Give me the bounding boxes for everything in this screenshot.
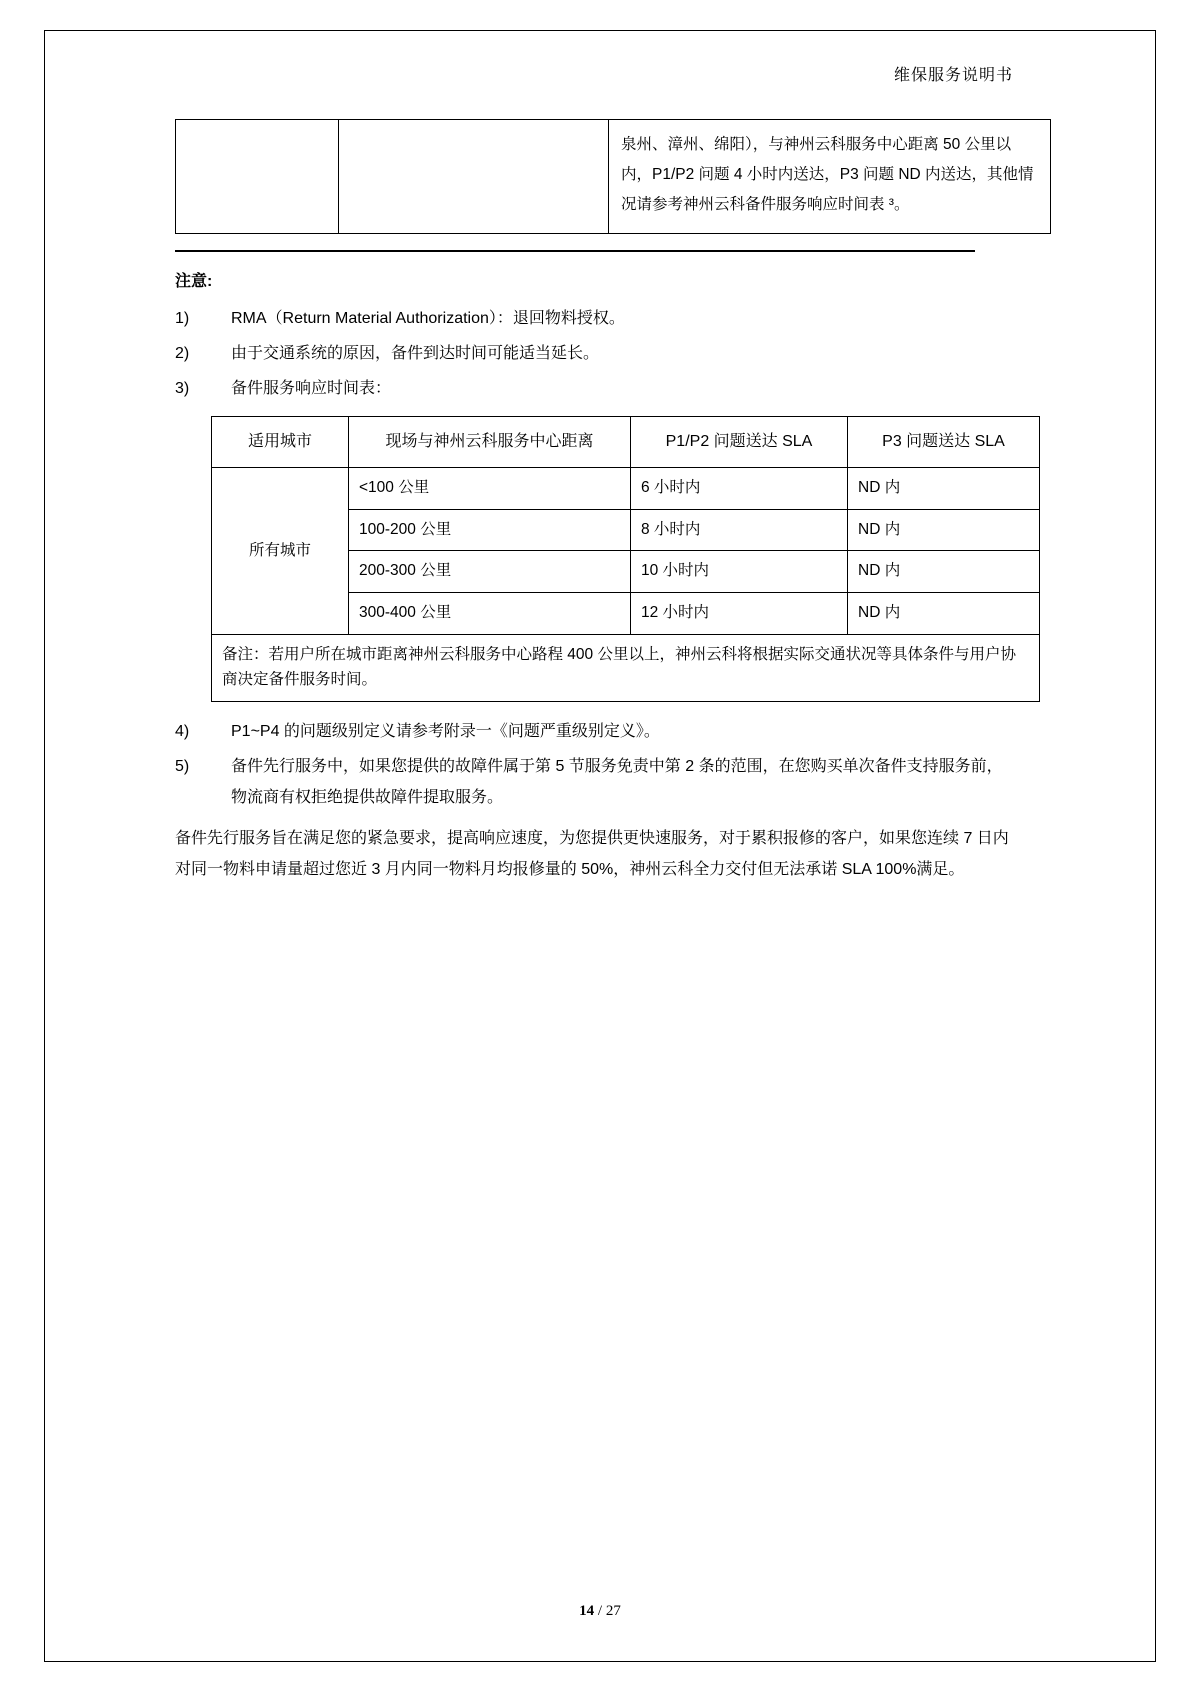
cell-p3: ND 内 <box>848 593 1040 635</box>
list-item <box>175 373 1015 404</box>
table-cell-col1 <box>176 120 339 234</box>
table-row <box>176 120 1051 234</box>
list-item-text: 备件先行服务中，如果您提供的故障件属于第 5 节服务免责中第 2 条的范围，在您购买单次备件支持服务前，物流商有权拒绝提供故障件提取服务。 <box>231 757 1003 806</box>
cell-p3: ND 内 <box>848 467 1040 509</box>
list-item-number: 1) <box>175 309 190 327</box>
table-row <box>212 467 1040 509</box>
column-header-distance: 现场与神州云科服务中心距离 <box>349 417 631 468</box>
page-footer <box>0 1603 1200 1620</box>
cell-distance: 300-400 公里 <box>349 593 631 635</box>
table-cell-col2 <box>339 120 609 234</box>
cell-distance: 200-300 公里 <box>349 551 631 593</box>
section-divider <box>175 250 975 252</box>
cell-distance: 100-200 公里 <box>349 509 631 551</box>
cell-remark: 备注：若用户所在城市距离神州云科服务中心路程 400 公里以上，神州云科将根据实际交通状况等具体条件与用户协商决定备件服务时间。 <box>212 635 1040 702</box>
column-header-city: 适用城市 <box>212 417 349 468</box>
list-item <box>175 303 1015 334</box>
column-header-p3-sla: P3 问题送达 SLA <box>848 417 1040 468</box>
cell-p3: ND 内 <box>848 509 1040 551</box>
cell-p12: 8 小时内 <box>631 509 848 551</box>
table-header-row <box>212 417 1040 468</box>
list-item <box>175 716 1015 747</box>
notice-list-continued <box>175 716 1015 814</box>
column-header-p12-sla: P1/P2 问题送达 SLA <box>631 417 848 468</box>
cell-city: 所有城市 <box>212 467 349 634</box>
footer-page-number: 14 <box>579 1603 595 1619</box>
list-item-number: 3) <box>175 380 190 398</box>
list-item-number: 4) <box>175 722 190 740</box>
table-cell-col3: 泉州、漳州、绵阳），与神州云科服务中心距离 50 公里以内，P1/P2 问题 4 小时内送达，P3 问题 ND 内送达，其他情况请参考神州云科备件服务响应时间表 ³。 <box>609 120 1051 234</box>
notice-heading: 注意: <box>175 272 213 290</box>
cell-p12: 12 小时内 <box>631 593 848 635</box>
cell-distance: <100 公里 <box>349 467 631 509</box>
document-header-title: 维保服务说明书 <box>893 67 1013 84</box>
list-item-text: P1~P4 的问题级别定义请参考附录一《问题严重级别定义》。 <box>231 722 660 740</box>
list-item-text: 备件服务响应时间表： <box>231 380 392 398</box>
cell-p12: 10 小时内 <box>631 551 848 593</box>
footer-separator: / <box>597 1603 603 1619</box>
list-item-text: RMA（Return Material Authorization）：退回物料授权。 <box>231 309 625 327</box>
list-item-number: 5) <box>175 757 190 775</box>
list-item-number: 2) <box>175 344 190 362</box>
notice-list <box>175 303 1015 405</box>
list-item <box>175 751 1015 813</box>
continued-table <box>175 119 1051 234</box>
closing-paragraph: 备件先行服务旨在满足您的紧急要求，提高响应速度，为您提供更快速服务，对于累积报修的客户，如果您连续 7 日内对同一物料申请量超过您近 3 月内同一物料月均报修量的 50%，神州云科全力交付但无法承诺 SLA 100%满足。 <box>175 830 1009 879</box>
cell-p3: ND 内 <box>848 551 1040 593</box>
list-item-text: 由于交通系统的原因，备件到达时间可能适当延长。 <box>231 344 600 362</box>
cell-p12: 6 小时内 <box>631 467 848 509</box>
page-content <box>175 62 1034 886</box>
footer-total-pages: 27 <box>605 1603 621 1619</box>
list-item <box>175 338 1015 369</box>
table-row-remark <box>212 635 1040 702</box>
spare-parts-sla-table <box>211 416 1040 701</box>
